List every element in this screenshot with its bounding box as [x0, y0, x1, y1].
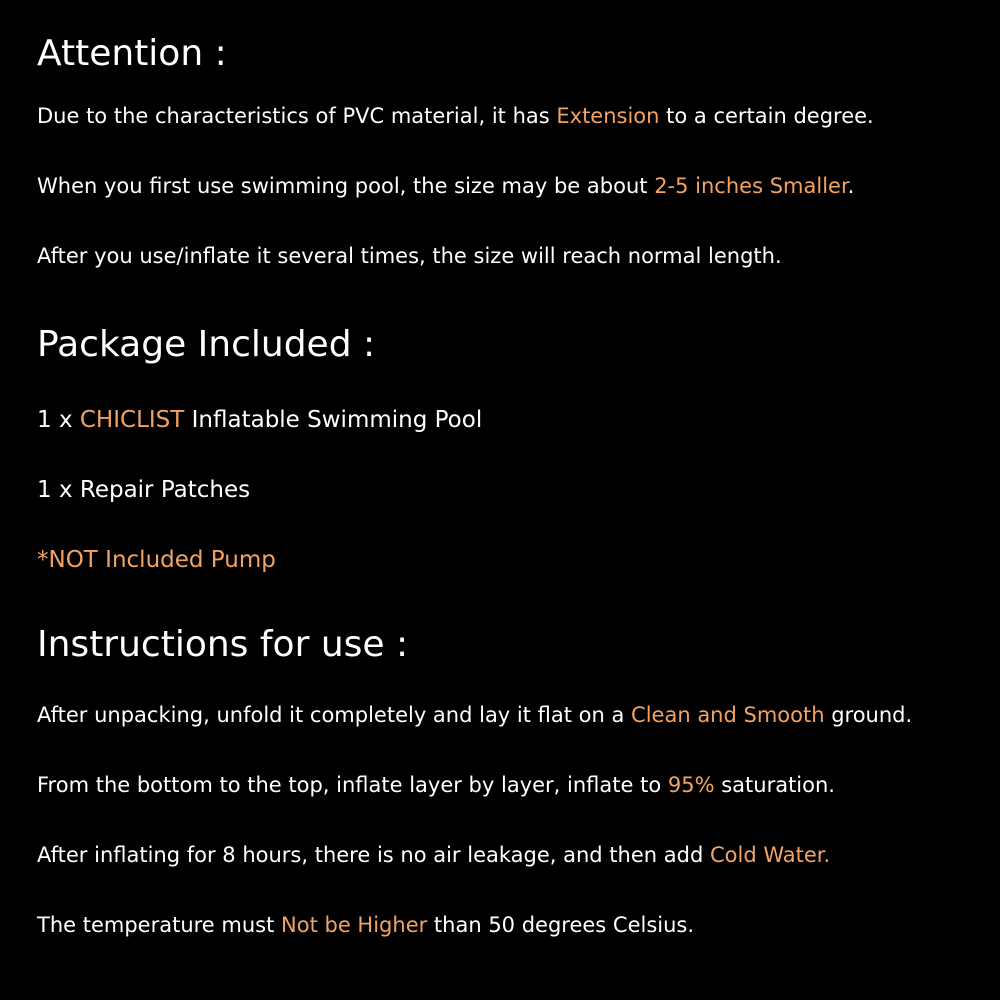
instructions-line-unfold-highlight: Clean and Smooth — [631, 703, 825, 727]
instructions-line-temperature-after: than 50 degrees Celsius. — [427, 913, 695, 937]
package-item-pool — [37, 409, 482, 432]
attention-line-pvc-after: to a certain degree. — [659, 104, 874, 128]
attention-line-pvc-highlight: Extension — [556, 104, 660, 128]
package-item-pool-before: 1 x — [37, 407, 80, 433]
instructions-line-unfold-before: After unpacking, unfold it completely and lay it flat on a — [37, 703, 632, 727]
instructions-line-water-highlight: Cold Water. — [709, 843, 831, 867]
instructions-line-water-before: After inflating for 8 hours, there is no air leakage, and then add — [37, 843, 710, 867]
instructions-line-inflate-after: saturation. — [714, 773, 835, 797]
attention-line-normal: After you use/inflate it several times, the size will reach normal length. — [37, 244, 782, 268]
instructions-line-unfold-after: ground. — [824, 703, 913, 727]
package-heading: Package Included : — [37, 324, 376, 365]
attention-line-size-before: When you first use swimming pool, the size may be about — [37, 174, 655, 198]
instructions-line-inflate-highlight: 95% — [667, 773, 715, 797]
instructions-line-water — [37, 845, 830, 866]
package-item-pool-brand: CHICLIST — [79, 407, 185, 433]
instructions-line-unfold — [37, 705, 912, 726]
attention-line-pvc-before: Due to the characteristics of PVC material, it has — [37, 104, 557, 128]
attention-line-pvc — [37, 106, 874, 127]
attention-line-size — [37, 176, 854, 197]
attention-heading: Attention : — [37, 33, 227, 74]
package-item-patches: 1 x Repair Patches — [37, 477, 251, 503]
instructions-line-inflate-before: From the bottom to the top, inflate layer by layer, inflate to — [37, 773, 668, 797]
attention-line-size-after: . — [847, 174, 855, 198]
instructions-line-inflate — [37, 775, 835, 796]
package-item-pool-after: Inflatable Swimming Pool — [184, 407, 483, 433]
instructions-heading: Instructions for use : — [37, 624, 409, 665]
instructions-line-temperature — [37, 915, 694, 936]
instructions-line-temperature-before: The temperature must — [37, 913, 282, 937]
instructions-line-temperature-highlight: Not be Higher — [281, 913, 428, 937]
package-note-pump: *NOT Included Pump — [37, 547, 276, 573]
attention-line-size-highlight: 2-5 inches Smaller — [654, 174, 848, 198]
